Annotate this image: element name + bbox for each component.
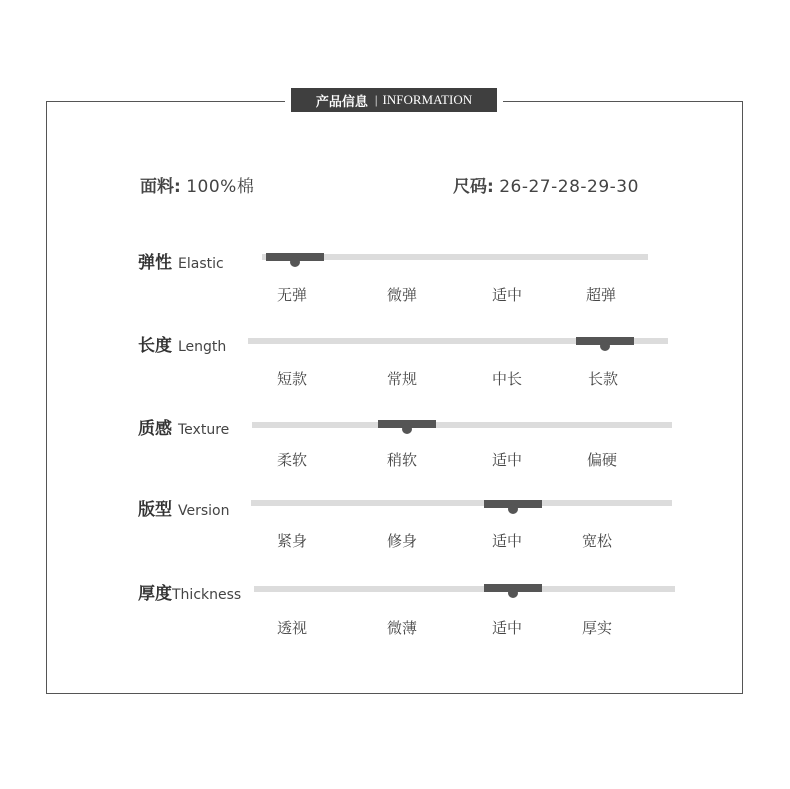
attribute-name-en: Thickness — [172, 587, 242, 603]
attribute-label-thickness — [138, 579, 241, 604]
attribute-name-en: Version — [178, 503, 230, 519]
scale-option: 长款 — [588, 370, 619, 388]
attribute-label-elastic — [138, 248, 224, 273]
scale-option: 修身 — [387, 532, 418, 550]
scale-track — [254, 586, 675, 592]
scale-option: 适中 — [492, 451, 523, 469]
header-title-cn: 产品信息 — [315, 94, 368, 110]
attribute-name-en: Texture — [178, 422, 230, 438]
fabric-label: 面料: — [140, 177, 181, 197]
scale-option: 柔软 — [277, 451, 308, 469]
scale-option: 适中 — [492, 619, 523, 637]
scale-option: 超弹 — [586, 286, 617, 304]
scale-option: 透视 — [277, 619, 308, 637]
section-header — [291, 88, 497, 112]
scale-option: 微薄 — [387, 619, 418, 637]
size-spec — [453, 172, 639, 197]
size-value: 26-27-28-29-30 — [499, 177, 639, 197]
attribute-name-en: Length — [178, 339, 227, 355]
scale-marker — [266, 253, 324, 261]
header-separator: | — [374, 92, 378, 107]
fabric-spec — [140, 172, 254, 197]
scale-option: 短款 — [277, 370, 308, 388]
scale-option: 中长 — [492, 370, 523, 388]
attribute-name-cn: 质感 — [138, 419, 172, 439]
scale-marker — [484, 500, 542, 508]
scale-marker — [576, 337, 634, 345]
attribute-name-cn: 版型 — [138, 500, 172, 520]
scale-marker — [484, 584, 542, 592]
attribute-label-version — [138, 495, 229, 520]
scale-marker — [378, 420, 436, 428]
scale-option: 紧身 — [277, 532, 308, 550]
scale-option: 适中 — [492, 286, 523, 304]
scale-option: 厚实 — [582, 619, 613, 637]
scale-option: 宽松 — [582, 532, 613, 550]
scale-option: 适中 — [492, 532, 523, 550]
attribute-name-cn: 弹性 — [138, 253, 172, 273]
header-title-en: INFORMATION — [382, 92, 473, 107]
scale-track — [252, 422, 672, 428]
scale-option: 常规 — [387, 370, 418, 388]
attribute-name-cn: 厚度 — [138, 584, 172, 604]
fabric-value: 100%棉 — [186, 177, 255, 197]
scale-option: 稍软 — [387, 451, 418, 469]
attribute-label-texture — [138, 414, 229, 439]
attribute-name-en: Elastic — [178, 256, 224, 272]
attribute-label-length — [138, 331, 226, 356]
attribute-name-cn: 长度 — [138, 336, 172, 356]
scale-option: 偏硬 — [587, 451, 618, 469]
size-label: 尺码: — [453, 177, 494, 197]
scale-option: 微弹 — [387, 286, 418, 304]
scale-track — [251, 500, 672, 506]
scale-option: 无弹 — [277, 286, 308, 304]
